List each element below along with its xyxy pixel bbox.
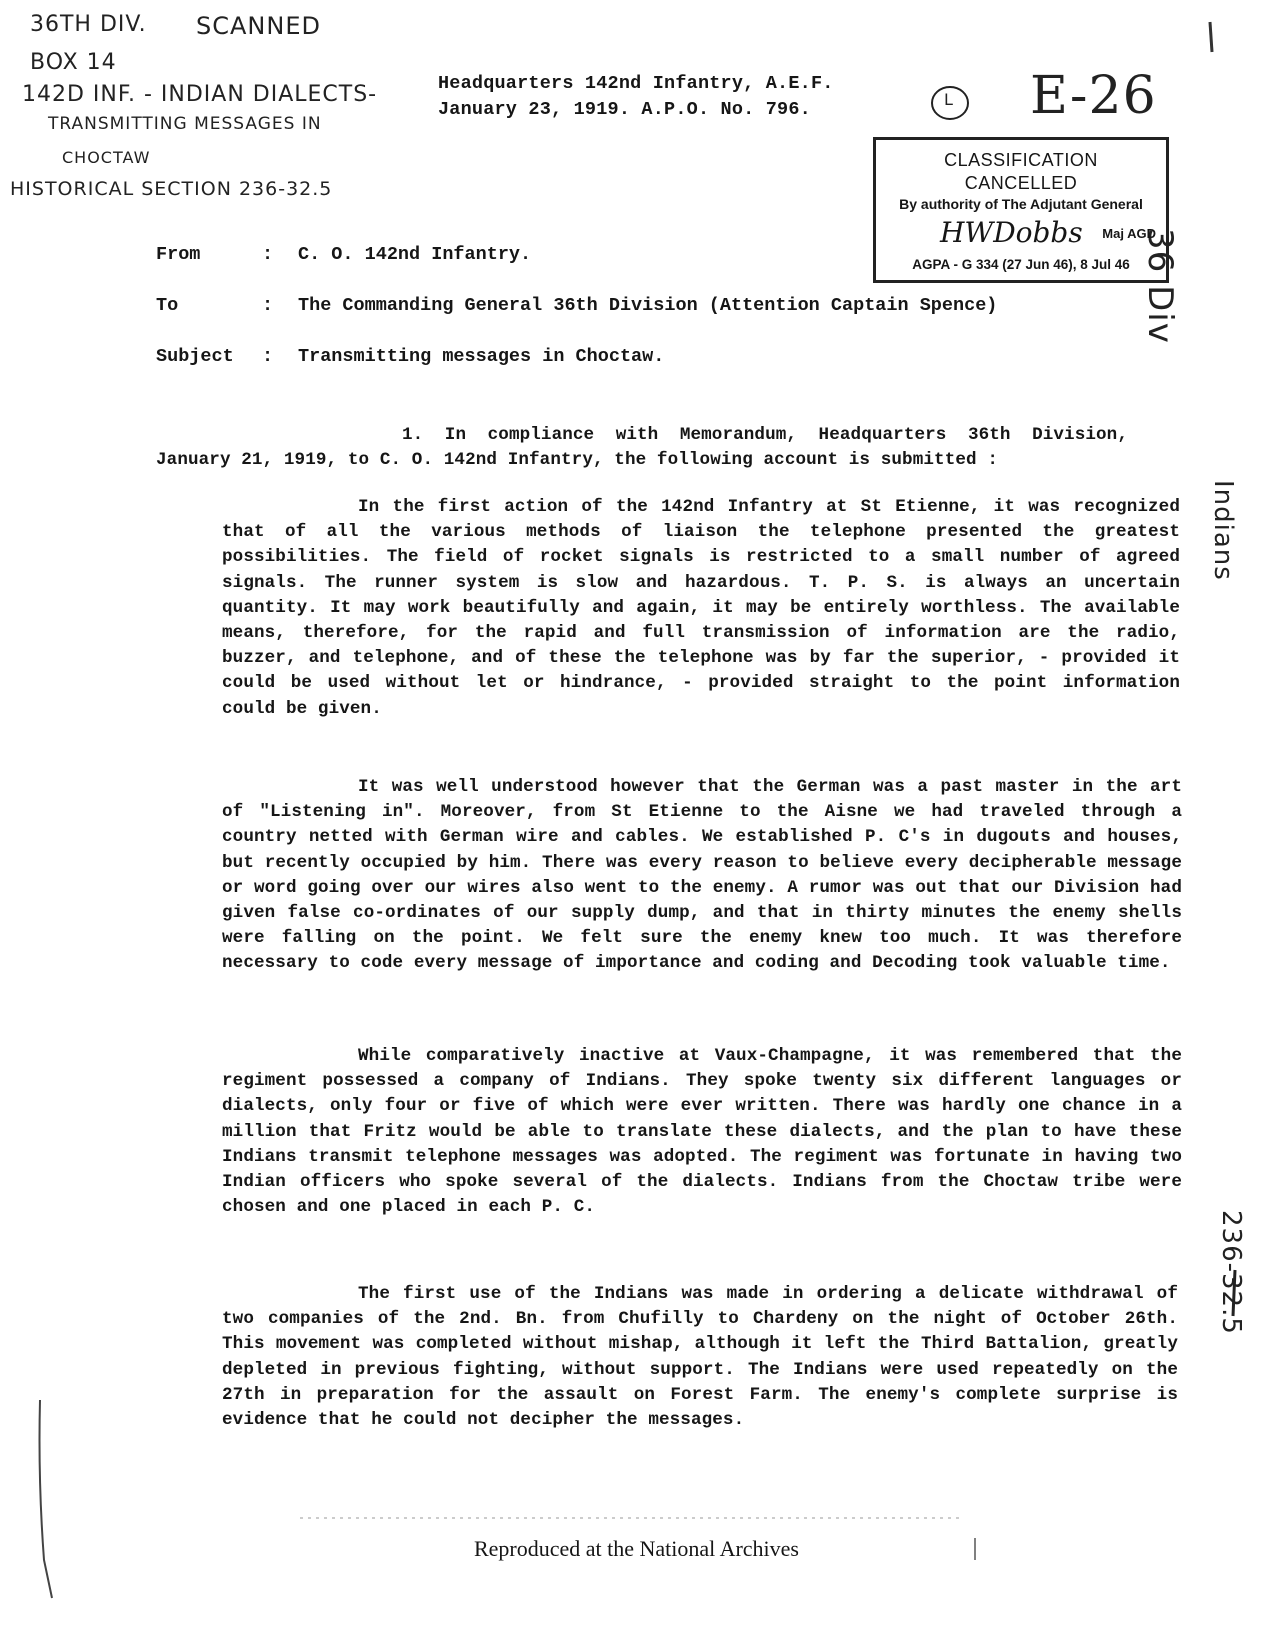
letterhead-headquarters: Headquarters 142nd Infantry, A.E.F. — [438, 73, 834, 94]
paragraph-5: The first use of the Indians was made in ordering a delicate withdrawal of two companies of the 2nd. Bn. from Chufilly to Chardeny on the night of October 26th. This movement was completed without mishap, although it left the Third Battalion, greatly depleted in previous fighting, without support. The Indians were used repeatedly on the 27th in preparation for the assault on Forest Farm. The enemy's complete surprise is evidence that he could not decipher the messages. — [222, 1284, 1178, 1431]
subject-colon: : — [262, 346, 274, 367]
from-colon: : — [262, 244, 274, 265]
stamp-authority: By authority of The Adjutant General — [899, 196, 1143, 212]
stamp-signature: HWDobbs — [940, 216, 1083, 249]
to-value: The Commanding General 36th Division (Attention Captain Spence) — [298, 295, 998, 316]
handwritten-note-box: BOX 14 — [30, 50, 117, 75]
handwritten-margin-indians: Indians — [1208, 480, 1238, 581]
paragraph-4: While comparatively inactive at Vaux-Champagne, it was remembered that the regiment possessed a company of Indians. They spoke twenty six different languages or dialects, only four or five of which were ever written. There was hardly one chance in a million that Fritz would be able to translate these dialects, and the plan to have these Indians transmit telephone messages was adopted. The regiment was fortunate in having two Indian officers who spoke several of the dialects. Indians from the Choctaw tribe were chosen and one placed in each P. C. — [222, 1046, 1182, 1218]
handwritten-margin-division: 36 Div — [1140, 228, 1180, 344]
handwritten-note-division: 36TH DIV. — [30, 12, 147, 37]
archives-footer: Reproduced at the National Archives — [473, 1536, 799, 1561]
stamp-reference: AGPA - G 334 (27 Jun 46), 8 Jul 46 — [912, 257, 1130, 272]
stamp-cancelled: CANCELLED — [964, 173, 1078, 193]
stamp-classification: CLASSIFICATION — [944, 150, 1098, 170]
handwritten-ref-number: E-26 — [1030, 66, 1157, 126]
handwritten-note-scanned: SCANNED — [196, 12, 321, 40]
handwritten-note-subject: 142D INF. - INDIAN DIALECTS- — [22, 82, 378, 107]
to-colon: : — [262, 295, 274, 316]
letterhead-date: January 23, 1919. A.P.O. No. 796. — [438, 99, 811, 120]
handwritten-note-transmitting: TRANSMITTING MESSAGES IN — [48, 114, 322, 134]
from-label: From — [156, 244, 201, 265]
stamp-rank: Maj AGD — [1102, 226, 1156, 241]
paragraph-2: In the first action of the 142nd Infantry at St Etienne, it was recognized that of all the various methods of liaison the telephone presented the greatest possibilities. The field of rocket signals is restricted to a small number of agreed signals. The runner system is slow and hazardous. T. P. S. is always an uncertain quantity. It may work beautifully and again, it may be entirely worthless. The available means, therefore, for the rapid and full transmission of information are the radio, buzzer, and telephone, and of these the telephone was by far the superior, - provided it could be used without let or hindrance, - provided straight to the point information could be given. — [222, 497, 1180, 719]
from-value: C. O. 142nd Infantry. — [298, 244, 532, 265]
handwritten-circle-letter: L — [944, 90, 954, 109]
to-label: To — [156, 295, 179, 316]
handwritten-margin-file-number: 236-32.5 — [1216, 1210, 1246, 1335]
handwritten-note-choctaw: CHOCTAW — [62, 148, 151, 167]
handwritten-note-historical: HISTORICAL SECTION 236-32.5 — [10, 178, 333, 200]
subject-value: Transmitting messages in Choctaw. — [298, 346, 665, 367]
paragraph-3: It was well understood however that the German was a past master in the art of "Listening in". Moreover, from St Etienne to the Aisne we had traveled through a country netted with German wire and cables. We established P. C's in dugouts and houses, but recently occupied by him. There was every reason to believe every decipherable message or word going over our wires also went to the enemy. A rumor was out that our Division had given false co-ordinates of our supply dump, and that in thirty minutes the enemy shells were falling on the point. We felt sure the enemy knew too much. It was therefore necessary to code every message of importance and coding and Decoding took valuable time. — [222, 777, 1182, 974]
paragraph-1: 1. In compliance with Memorandum, Headquarters 36th Division, January 21, 1919, to C. O. 142nd Infantry, the following account is submitted : — [156, 425, 1128, 471]
classification-stamp — [873, 137, 1169, 283]
subject-label: Subject — [156, 346, 234, 367]
